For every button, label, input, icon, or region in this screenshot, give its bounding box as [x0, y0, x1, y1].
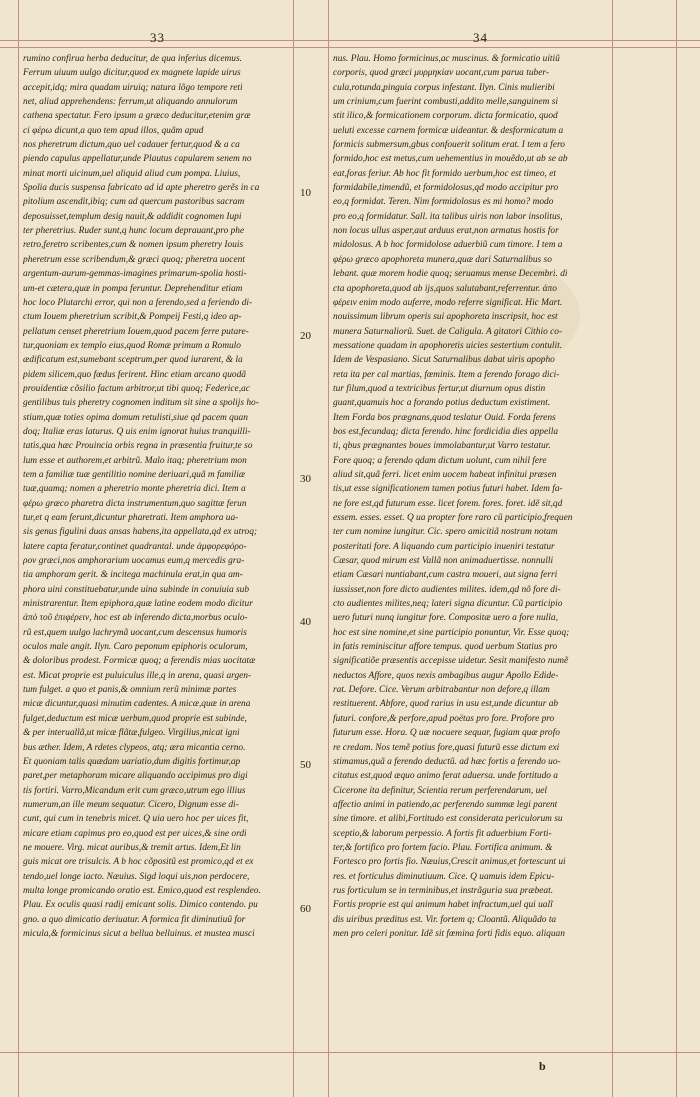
left-margin-rule [18, 0, 19, 1097]
text-line: messatione quadam in apophoretis uicies sestertium contulit. [333, 340, 563, 351]
text-line: ne mouere. Virg. micat auribus,& tremit artus. Idem,Et lin [23, 842, 241, 853]
text-line: futurum esse. Hora. Q uæ nocuere sequar, fugiam quæ profo [333, 728, 560, 739]
right-text-column [333, 52, 603, 941]
text-line: uero futuri nunq iungitur fore. Compositæ uero a fore nulla, [333, 613, 558, 624]
text-line: φέρω græco apophoreta munera,quæ dari Saturnalibus so [333, 254, 552, 265]
text-line: iussisset,non fore dicto audientes milites. idem,qd nõ fore di- [333, 584, 561, 595]
text-line: eat,foras feriur. Ab hoc fit formido uerbum,hoc est timeo, et [333, 168, 556, 179]
top-rule-line-2 [0, 47, 700, 48]
text-line: men pro celeri ponitur. Idẽ sit fœmina forti fidis equo. aliquan [333, 928, 565, 939]
text-line: tia amphoram gerit. & incitega machinula erat,in qua am- [23, 570, 243, 581]
text-line: pidem silicem,quo fœdus ferirent. Hinc etiam arcano quodã [23, 369, 246, 380]
text-line: ρον græci,nos amphorarium uocamus eum,q mercedis gra- [23, 556, 245, 567]
text-line: & doloribus prodest. Formicæ quoq; a ferendis mias uocitatæ [23, 656, 256, 667]
text-line: hoc est sine nomine,et sine participio ponuntur, Vir. Esse quoq; [333, 627, 570, 638]
text-line: deposuisset,templum desig nauit,& addidit cognomen Iupi [23, 211, 242, 222]
text-line: gno. a quo dimicatio deriuatur. A formica fit diminutiuũ for [23, 914, 246, 925]
text-line: in fatis reminiscitur affore tempus. quod uerbum Statius pro [333, 642, 558, 653]
text-line: ministrarentur. Item epiphora,quæ latine eodem modo dicitur [23, 599, 253, 610]
text-line: bus æther. Idem, A rdetes clypeos, atq; æra micantia cerno. [23, 742, 246, 753]
text-line: minat morti uicinum,uel aliquid aliud cum pompa. Liuius, [23, 168, 241, 179]
page-number-right: 34 [473, 30, 488, 45]
top-rule-line [0, 40, 700, 41]
text-line: micæ dicuntur,quasi minutim cadentes. A micæ,quæ in arena [23, 699, 251, 710]
text-line: stimamus,quã a ferendo deductũ. ad hæc fortis a ferendo uo- [333, 756, 561, 767]
text-line: corporis, quod græci μυρμηκίαν uocant,cum parua tuber- [333, 68, 549, 79]
text-line: doq; Italiæ eras laturus. Q uis enim ignorat huius tranquilli- [23, 426, 251, 437]
text-line: nus. Plau. Homo formicinus,ac muscinus. & formicatio uitiũ [333, 54, 560, 64]
text-line: munera Saturnaliorũ. Suet. de Caligula. A gitatori Cithio co- [333, 326, 563, 337]
text-line: pitolium ascendit,ibiq; cum ad quercum pastoribus sacram [23, 197, 245, 208]
text-line: non locus ullus asper,aut arduus erat,non armatus hostis for [333, 226, 559, 237]
text-line: Item Forda bos prægnans,quod teslatur Ouid. Forda ferens [333, 412, 556, 423]
text-line: nos pheretrum dictum,quo uel cadauer fertur,quod & a ca [23, 140, 240, 151]
text-line: oculos male angit. Ilyn. Caro peponum epiphoris oculorum, [23, 642, 248, 653]
text-line: tatis,qua hæc Prouincia orbis regna in præsentia fruitur,te so [23, 441, 253, 452]
text-line: cathena spectatur. Fero ipsum a græco deducitur,etenim græ [23, 111, 251, 122]
text-line: paret,per metaphoram micare aliquando accipimus pro digi [23, 771, 248, 782]
signature-mark: b [539, 1059, 546, 1073]
text-line: um-et cætera,quæ in pompa feruntur. Deprehenditur etiam [23, 283, 243, 294]
text-line: Ferrum uiuum uulgo dicitur,quod ex magnete lapide uirus [23, 68, 241, 79]
text-line: citatus est,quod æquo animo ferat aduersa. unde fortitudo a [333, 771, 558, 782]
text-line: um crinium,cum fuerint combusti,addito melle,sanguinem si [333, 97, 558, 108]
text-line: stium,quæ toties opima domum retulisti,siue qd pacem quan [23, 412, 248, 423]
text-line: gentilibus tuis pheretry cognomen inditum sit sine a spolijs ho- [23, 398, 259, 409]
text-line: ter pheretrius. Ruder sunt,q hunc locum deprauant,pro phe [23, 226, 245, 237]
text-line: tem a familiæ tuæ gentilitio nomine deriuari,quã m familiæ [23, 469, 246, 480]
text-line: neductos Affore, quos nexis ambagibus augur Apollo Edide- [333, 670, 559, 681]
text-line: Cicerone ita definitur, Scientia rerum perferendarum, uel [333, 785, 548, 796]
line-number: 40 [300, 616, 311, 628]
text-line: φέρω græco pharetra dicta instrumentum,quo sagittæ ferun [23, 498, 247, 509]
text-line: pellatum censet pheretrium Iouem,quod pacem ferre putare- [23, 326, 249, 337]
line-number: 50 [300, 759, 311, 771]
text-line: tur,quoniam ex templo eius,quod Romæ primum a Romulo [23, 340, 241, 351]
text-line: formidabile,timendũ, et formidolosus,qd modo accipitur pro [333, 183, 559, 194]
text-line: hoc loco Plutarchi error, qui non a ferendo,sed a feriendo di- [23, 297, 253, 308]
text-line: sceptio,& laborum perpessio. A fortis fit aduerbium Forti- [333, 828, 552, 839]
text-line: etiam Cæsari nuntiabant,cum castra moueri, aut signa ferri [333, 570, 558, 581]
text-line: fulget,deductum est micæ uerbum,quod proprie est subinde, [23, 713, 247, 724]
text-line: ter cum nomine iungitur. Cic. spero amicitiã nostram notam [333, 527, 558, 538]
text-line: cto audientes milites,neq; lateri signa dicuntur. Cũ participio [333, 599, 563, 610]
text-line: Spolia ducis suspensa fabricato ad id apte pheretro gerẽs in ca [23, 183, 260, 194]
text-line: net, aliud apprehendens: ferrum,ut aliquando annulorum [23, 97, 238, 108]
text-line: Fore quoq; a ferendo qdam dictum uolunt, cum nihil fere [333, 455, 547, 466]
text-line: pheretrum esse scribendum,& græci quoq; pheretra uocent [23, 254, 245, 265]
text-line: cula,rotunda,pinguia corpus infestant. Ilyn. Cinis mulieribi [333, 82, 555, 93]
text-line: Idem de Vespasiano. Sicut Saturnalibus dabat uiris apopho [333, 355, 555, 366]
line-number: 60 [300, 903, 311, 915]
text-line: eo,q formidat. Teren. Nim formidolosus es mi homo? modo [333, 197, 554, 208]
line-number: 30 [300, 473, 311, 485]
text-line: aliud sit,quã ferri. licet enim uocem habeat infinitui præsen [333, 469, 557, 480]
text-line: latere capta feratur,continet quadrantal. unde ἀμφορεφόρο- [23, 541, 247, 552]
text-line: dis uiribus præditus est. Vir. fortem q; Cloantũ. Aliquãdo ta [333, 914, 557, 925]
text-line: Plau. Ex oculis quasi radij emicant solis. Dimico contendo. pu [23, 900, 258, 911]
line-number: 10 [300, 187, 311, 199]
bottom-rule-line [0, 1052, 700, 1053]
text-line: accepit,idq; mira quadam uiruiq; natura lõgo tempore reti [23, 82, 243, 93]
text-line: ter,& fortifico pro fortem facio. Plau. Fortifica animum. & [333, 842, 553, 853]
text-line: rũ est,quem uulgo lachrymã uocant,cum descensus humoris [23, 627, 247, 638]
text-line: Fortis proprie est qui animum habet infractum,uel qui ualĩ [333, 900, 553, 911]
text-line: futuri. confore,& perfore,apud poëtas pro fore. Profore pro [333, 713, 555, 724]
text-line: re credam. Nos temẽ potius fore,quasi futurũ esse dictum exi [333, 742, 560, 753]
text-line: retro,feretro scribentes,cum & nomen ipsum pheretry Iouis [23, 240, 244, 251]
text-line: rus forticulum se in terminibus,et instrãguria sua præbeat. [333, 885, 554, 896]
text-line: lum esse et authorem,et arbitrũ. Malo itaq; pheretrium mon [23, 455, 247, 466]
text-line: tendo,uel longe iacto. Næuius. Sigd loqui uis,non perdocere, [23, 871, 250, 882]
text-line: reta ita per cal martias, fœminis. Item a ferendo forago dici- [333, 369, 560, 380]
text-line: rat. Defore. Cice. Verum arbitrabantur non defore,q illam [333, 685, 550, 696]
text-line: ueluti excesse carnem formicæ uideantur. & desformicatum a [333, 125, 564, 136]
text-line: est. Micat proprie est puluiculus ille,q in arena, quasi argen- [23, 670, 252, 681]
text-line: ti, qbus prægnantes boues immolabantur,ut Varro testatur. [333, 441, 551, 452]
text-line: phora uini constituebatur,unde uina subinde in conuiuia sub [23, 584, 250, 595]
right-margin-rule [612, 0, 613, 1097]
text-line: nouissimum librum operis sui apophoreta inscripsit, hoc est [333, 312, 558, 323]
text-line: essem. esses. esset. Q ua propter fore raro cũ participio,frequen [333, 513, 573, 523]
text-line: tis fortiri. Varro,Micandum erit cum græco,utrum ego illius [23, 785, 246, 796]
text-line: tum fulget. a quo et panis,& omnium rerũ minimæ partes [23, 685, 237, 696]
text-line: argentum-aurum-gemmas-imagines primarum-spolia hosti- [23, 269, 247, 280]
text-line: formicis submersum,gbus confouerit solitum erat. I tem a fero [333, 140, 565, 151]
text-line: tuæ,quamq; nomen a pheretrio monte pheretria dici. Item a [23, 484, 246, 495]
text-line: Et quoniam talis quædam uariatio,dum digitis fortimur,ap [23, 756, 241, 767]
text-line: φέρειν enim modo auferre, modo referre significat. Hic Mart. [333, 297, 563, 308]
text-line: guis micat ore trisulcis. A b hoc cõpositũ est promico,qd et ex [23, 857, 254, 868]
text-line: & per interuallã,ut micæ flãtæ,fulgeo. Virgilius,micat igni [23, 728, 240, 739]
text-line: sine timore. et alibi,Fortitudo est considerata periculorum su [333, 814, 563, 825]
page-number-left: 33 [150, 30, 165, 45]
text-line: midolosus. A b hoc formidolose aduerbiũ cum timore. I tem a [333, 240, 563, 251]
text-line: affectio animi in patiendo,ac perferendo summæ legi parent [333, 799, 558, 810]
text-line: Fortesco pro fortis fio. Næuius,Crescit animus,et fortescunt ui [333, 857, 566, 868]
text-line: tur filum,quod a textricibus fertur,ut diurnum opus distin [333, 383, 546, 394]
text-line: cta apophoreta,quod ab ijs,quos salutabant,referrentur. ἀπο [333, 283, 557, 294]
text-line: lebant. quæ morem hodie quoq; seruamus mense Decembri. di [333, 269, 568, 280]
gutter-rule-mid [328, 0, 329, 1097]
text-line: sis genus figulini duas ansas habens,ita appellata,qd ex utroq; [23, 527, 258, 538]
text-line: tur,et q eam ferunt,dicuntur pharetrati. Item amphora ua- [23, 513, 239, 523]
text-line: micare etiam capimus pro eo,quod est per uices,& sine ordi [23, 828, 247, 839]
text-line: bos est,fecundaq; dicta ferendo. hinc fordicidia dies appella [333, 426, 559, 437]
text-line: ctum Iouem pheretrium scribit,& Pompeij Festi,q ideo ap- [23, 312, 242, 323]
text-line: Cæsar, quod mirum est Vallã non animaduertisse. nonnulli [333, 556, 554, 567]
text-line: rumino confirua herba deducitur, de qua inferius dicemus. [23, 54, 242, 64]
gutter-rule-left [293, 0, 294, 1097]
text-line: formido,hoc est metus,cum uehementius in mouẽdo,ut ab se ab [333, 154, 568, 165]
text-line: ædificatum est,sumebant sceptrum,per quod iurarent, & la [23, 355, 243, 366]
text-line: prouidentiæ cõsilio factum arbitror,ut tibi quoq; Federice,ac [23, 383, 250, 394]
text-line: ἀπὸ τοῦ ἐπιφέρειν, hoc est ab inferendo dicta,morbus oculo- [23, 613, 248, 624]
text-line: ne fore est,qd futurum esse. licet forem. fores. foret. idẽ sit,qd [333, 498, 563, 509]
text-line: res. et forticulus diminutiuum. Cice. Q uamuis idem Epicu- [333, 871, 555, 882]
left-text-column [23, 52, 289, 941]
text-line: tis,ut esse significationem tamen potius futuri habet. Idem fa- [333, 484, 563, 495]
text-line: restituerent. Abfore, quod rarius in usu est,unde dicuntur ab [333, 699, 559, 710]
text-line: guant,quamuis hoc a forando potius deductum existiment. [333, 398, 551, 409]
text-line: numerum,an ille meum sequatur. Cicero, Dignum esse di- [23, 799, 239, 810]
line-number: 20 [300, 330, 311, 342]
text-line: posteritati fore. A liquando cum participio inueniri testatur [333, 541, 555, 552]
text-line: significatiõe præsentis accepisse uidetur. Sesit manifesto numẽ [333, 656, 569, 667]
text-line: ci φέρω dicunt,a quo tem apud illos, quãm apud [23, 125, 204, 136]
text-line: micula,& formicinus sicut a bellua belluinus. et mustea musci [23, 928, 255, 939]
text-line: multa longe promicando oratio est. Emico,quod est resplendeo. [23, 885, 261, 896]
text-line: stit ilico,& formicationem corporum. dicta formicatio, quod [333, 111, 558, 122]
text-line: pro eo,q formidatur. Sall. ita talibus uiris non labor insolitus, [333, 211, 563, 222]
text-line: cunt, qui cum in tenebris micet. Q uia uero hoc per uices fit, [23, 814, 249, 825]
right-margin-rule-2 [676, 0, 677, 1097]
text-line: piendo capulus appellatur,unde Plautus capularem senem no [23, 154, 252, 165]
